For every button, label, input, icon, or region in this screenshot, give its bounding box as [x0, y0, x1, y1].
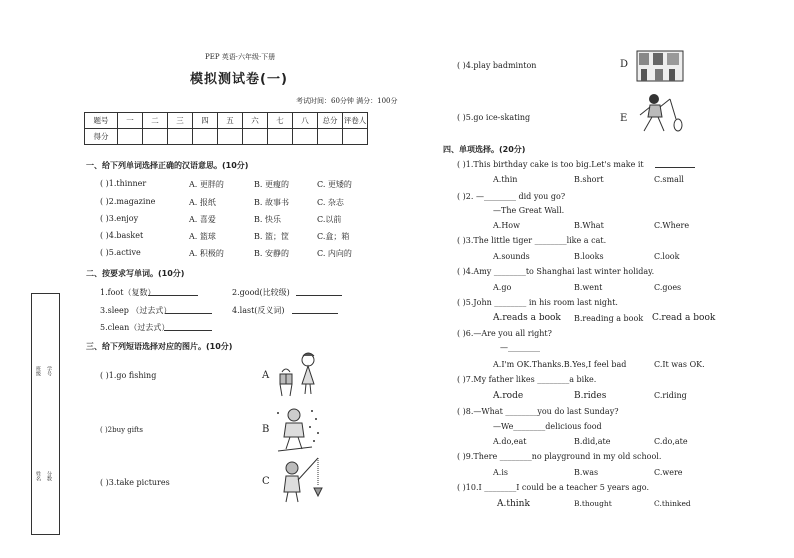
girl-with-gift-picture: [276, 350, 322, 398]
s4-q10-stem: ( )10.I ________I could be a teacher 5 years ago.: [457, 483, 649, 492]
s4-q6-opt-c: C.It was OK.: [654, 360, 705, 369]
s1-q3-opt-a: A. 喜爱: [189, 215, 216, 224]
score-input-cell[interactable]: [268, 129, 293, 145]
section1-heading: 一、给下列单词选择正确的汉语意思。(10分): [86, 161, 249, 170]
s4-q1-opt-b: B.short: [574, 175, 604, 184]
s4-q2-stem: ( )2. —________ did you go?: [457, 192, 566, 201]
score-input-cell[interactable]: [243, 129, 268, 145]
binding-label-score: 分数: [46, 471, 52, 481]
s4-q7-opt-a: A.rode: [493, 391, 524, 401]
s1-q1-opt-b: B. 更瘦的: [254, 180, 289, 189]
s2-q3-label: 3.sleep （过去式）: [100, 306, 172, 315]
s1-q4-opt-c: C.盒；箱: [317, 232, 350, 241]
s4-q3-opt-c: C.look: [654, 252, 680, 261]
s1-q3-opt-b: B. 快乐: [254, 215, 281, 224]
s4-q3-stem: ( )3.The little tiger ________like a cat.: [457, 236, 607, 245]
s4-q5-stem: ( )5.John ________ in his room last night.: [457, 298, 618, 307]
s2-q1-label: 1.foot（复数）: [100, 288, 156, 297]
skater-picture: [272, 405, 322, 455]
s1-q5-opt-b: B. 安静的: [254, 249, 289, 258]
s2-q1-answer-line[interactable]: [148, 295, 198, 296]
s4-q1-opt-a: A.thin: [493, 175, 518, 184]
s4-q5-opt-c: C.read a book: [652, 313, 716, 323]
s2-q4-label: 4.last(反义词): [232, 306, 285, 315]
s3-q5-stem: ( )5.go ice-skating: [457, 113, 531, 122]
s4-q1-stem: ( )1.This birthday cake is too big.Let's make it: [457, 160, 644, 169]
badminton-player-picture: [632, 93, 684, 135]
s1-q4-opt-b: B. 篮；筐: [254, 232, 289, 241]
s1-q2-opt-b: B. 故事书: [254, 198, 289, 207]
s2-q3-answer-line[interactable]: [165, 313, 212, 314]
s1-q3-opt-c: C.以前: [317, 215, 342, 224]
s3-q4-stem: ( )4.play badminton: [457, 61, 537, 70]
s4-q9-opt-c: C.were: [654, 468, 683, 477]
section4-heading: 四、单项选择。(20分): [443, 145, 526, 154]
fishing-person-picture: [278, 456, 324, 504]
score-input-cell[interactable]: [193, 129, 218, 145]
section2-heading: 二、按要求写单词。(10分): [86, 269, 185, 278]
s4-q7-opt-b: B.rides: [574, 391, 607, 401]
s2-q2-answer-line[interactable]: [296, 295, 342, 296]
score-table: [84, 112, 368, 145]
score-cell: 四: [193, 113, 218, 129]
s1-q2-stem: ( )2.magazine: [100, 197, 156, 206]
s4-q5-opt-b: B.reading a book: [574, 314, 644, 323]
binding-margin: [31, 293, 60, 535]
s3-opt-d-letter: D: [620, 59, 629, 70]
score-cell: 总分: [318, 113, 343, 129]
score-input-cell[interactable]: [293, 129, 318, 145]
score-input-cell[interactable]: [218, 129, 243, 145]
s4-q8-opt-a: A.do,eat: [493, 437, 527, 446]
s1-q2-opt-c: C. 杂志: [317, 198, 344, 207]
s2-q2-label: 2.good(比较级): [232, 288, 290, 297]
s2-q5-label: 5.clean（过去式）: [100, 323, 170, 332]
s2-q4-answer-line[interactable]: [292, 313, 338, 314]
s4-q10-opt-b: B.thought: [574, 499, 612, 508]
binding-label-name: 姓名: [35, 471, 41, 481]
score-cell: 五: [218, 113, 243, 129]
score-cell: 题号: [85, 113, 118, 129]
s4-q10-opt-a: A.think: [497, 499, 530, 509]
s4-q8-opt-b: B.did,ate: [574, 437, 611, 446]
s1-q5-opt-a: A. 积极的: [189, 249, 224, 258]
s4-q1-answer-line[interactable]: [655, 167, 695, 168]
s1-q5-stem: ( )5.active: [100, 248, 141, 257]
s4-q2-opt-b: B.What: [574, 221, 604, 230]
s4-q7-opt-c: C.riding: [654, 391, 687, 400]
s4-q2-opt-c: C.Where: [654, 221, 690, 230]
s4-q9-stem: ( )9.There ________no playground in my old school.: [457, 452, 662, 461]
score-cell: 评卷人: [343, 113, 368, 129]
s1-q3-stem: ( )3.enjoy: [100, 214, 139, 223]
binding-label-class: 班级: [35, 366, 41, 376]
s4-q8-reply: —We________delicious food: [493, 422, 602, 431]
score-input-cell[interactable]: [318, 129, 343, 145]
s4-q3-opt-a: A.sounds: [493, 252, 530, 261]
score-input-cell[interactable]: [343, 129, 368, 145]
s4-q5-opt-a: A.reads a book: [493, 313, 561, 323]
s4-q1-opt-c: C.small: [654, 175, 684, 184]
s1-q2-opt-a: A. 报纸: [189, 198, 216, 207]
s4-q9-opt-b: B.was: [574, 468, 599, 477]
s4-q6-stem: ( )6.—Are you all right?: [457, 329, 552, 338]
s1-q1-opt-a: A. 更胖的: [189, 180, 224, 189]
section3-heading: 三、给下列短语选择对应的图片。(10分): [86, 342, 233, 351]
s1-q5-opt-c: C. 内向的: [317, 249, 352, 258]
score-input-cell[interactable]: [168, 129, 193, 145]
s2-q5-answer-line[interactable]: [164, 330, 212, 331]
s4-q2-reply: —The Great Wall.: [493, 206, 565, 215]
score-cell: 七: [268, 113, 293, 129]
score-row-label: 得分: [85, 129, 118, 145]
s4-q4-opt-c: C.goes: [654, 283, 682, 292]
s3-q1-stem: ( )1.go fishing: [100, 371, 157, 380]
s3-q3-stem: ( )3.take pictures: [100, 478, 170, 487]
exam-info: 考试时间：60分钟 满分：100分: [296, 97, 398, 105]
score-cell: 一: [118, 113, 143, 129]
score-input-cell[interactable]: [143, 129, 168, 145]
s1-q4-opt-a: A. 篮球: [189, 232, 216, 241]
s4-q4-stem: ( )4.Amy ________to Shanghai last winter holiday.: [457, 267, 655, 276]
score-input-cell[interactable]: [118, 129, 143, 145]
s1-q4-stem: ( )4.basket: [100, 231, 144, 240]
s4-q7-stem: ( )7.My father likes ________a bike.: [457, 375, 597, 384]
page-title: 模拟测试卷(一): [190, 72, 288, 87]
s4-q2-opt-a: A.How: [493, 221, 520, 230]
top-label: PEP 英语·六年级·下册: [205, 53, 276, 61]
shopping-street-picture: [635, 45, 685, 83]
s3-opt-a-letter: A: [262, 370, 270, 381]
score-cell: 六: [243, 113, 268, 129]
s4-q4-opt-b: B.went: [574, 283, 603, 292]
s4-q4-opt-a: A.go: [493, 283, 512, 292]
score-cell: 二: [143, 113, 168, 129]
s4-q8-opt-c: C.do,ate: [654, 437, 688, 446]
s4-q9-opt-a: A.is: [493, 468, 508, 477]
s3-q2-stem: ( )2buy gifts: [100, 426, 144, 434]
s3-opt-e-letter: E: [620, 113, 628, 124]
s1-q1-opt-c: C. 更矮的: [317, 180, 352, 189]
score-table-score-row: [85, 129, 368, 145]
s1-q1-stem: ( )1.thinner: [100, 179, 147, 188]
score-cell: 三: [168, 113, 193, 129]
s4-q8-stem: ( )8.—What ________you do last Sunday?: [457, 407, 619, 416]
s3-opt-b-letter: B: [262, 424, 270, 435]
s4-q10-opt-c: C.thinked: [654, 499, 691, 508]
binding-label-id: 学号: [46, 366, 52, 376]
score-cell: 八: [293, 113, 318, 129]
s4-q3-opt-b: B.looks: [574, 252, 604, 261]
s4-q6-opt-ab: A.I'm OK.Thanks.B.Yes,I feel bad: [493, 360, 627, 369]
s4-q6-reply: —________: [500, 343, 540, 352]
score-table-header-row: [85, 113, 368, 129]
s3-opt-c-letter: C: [262, 476, 270, 487]
